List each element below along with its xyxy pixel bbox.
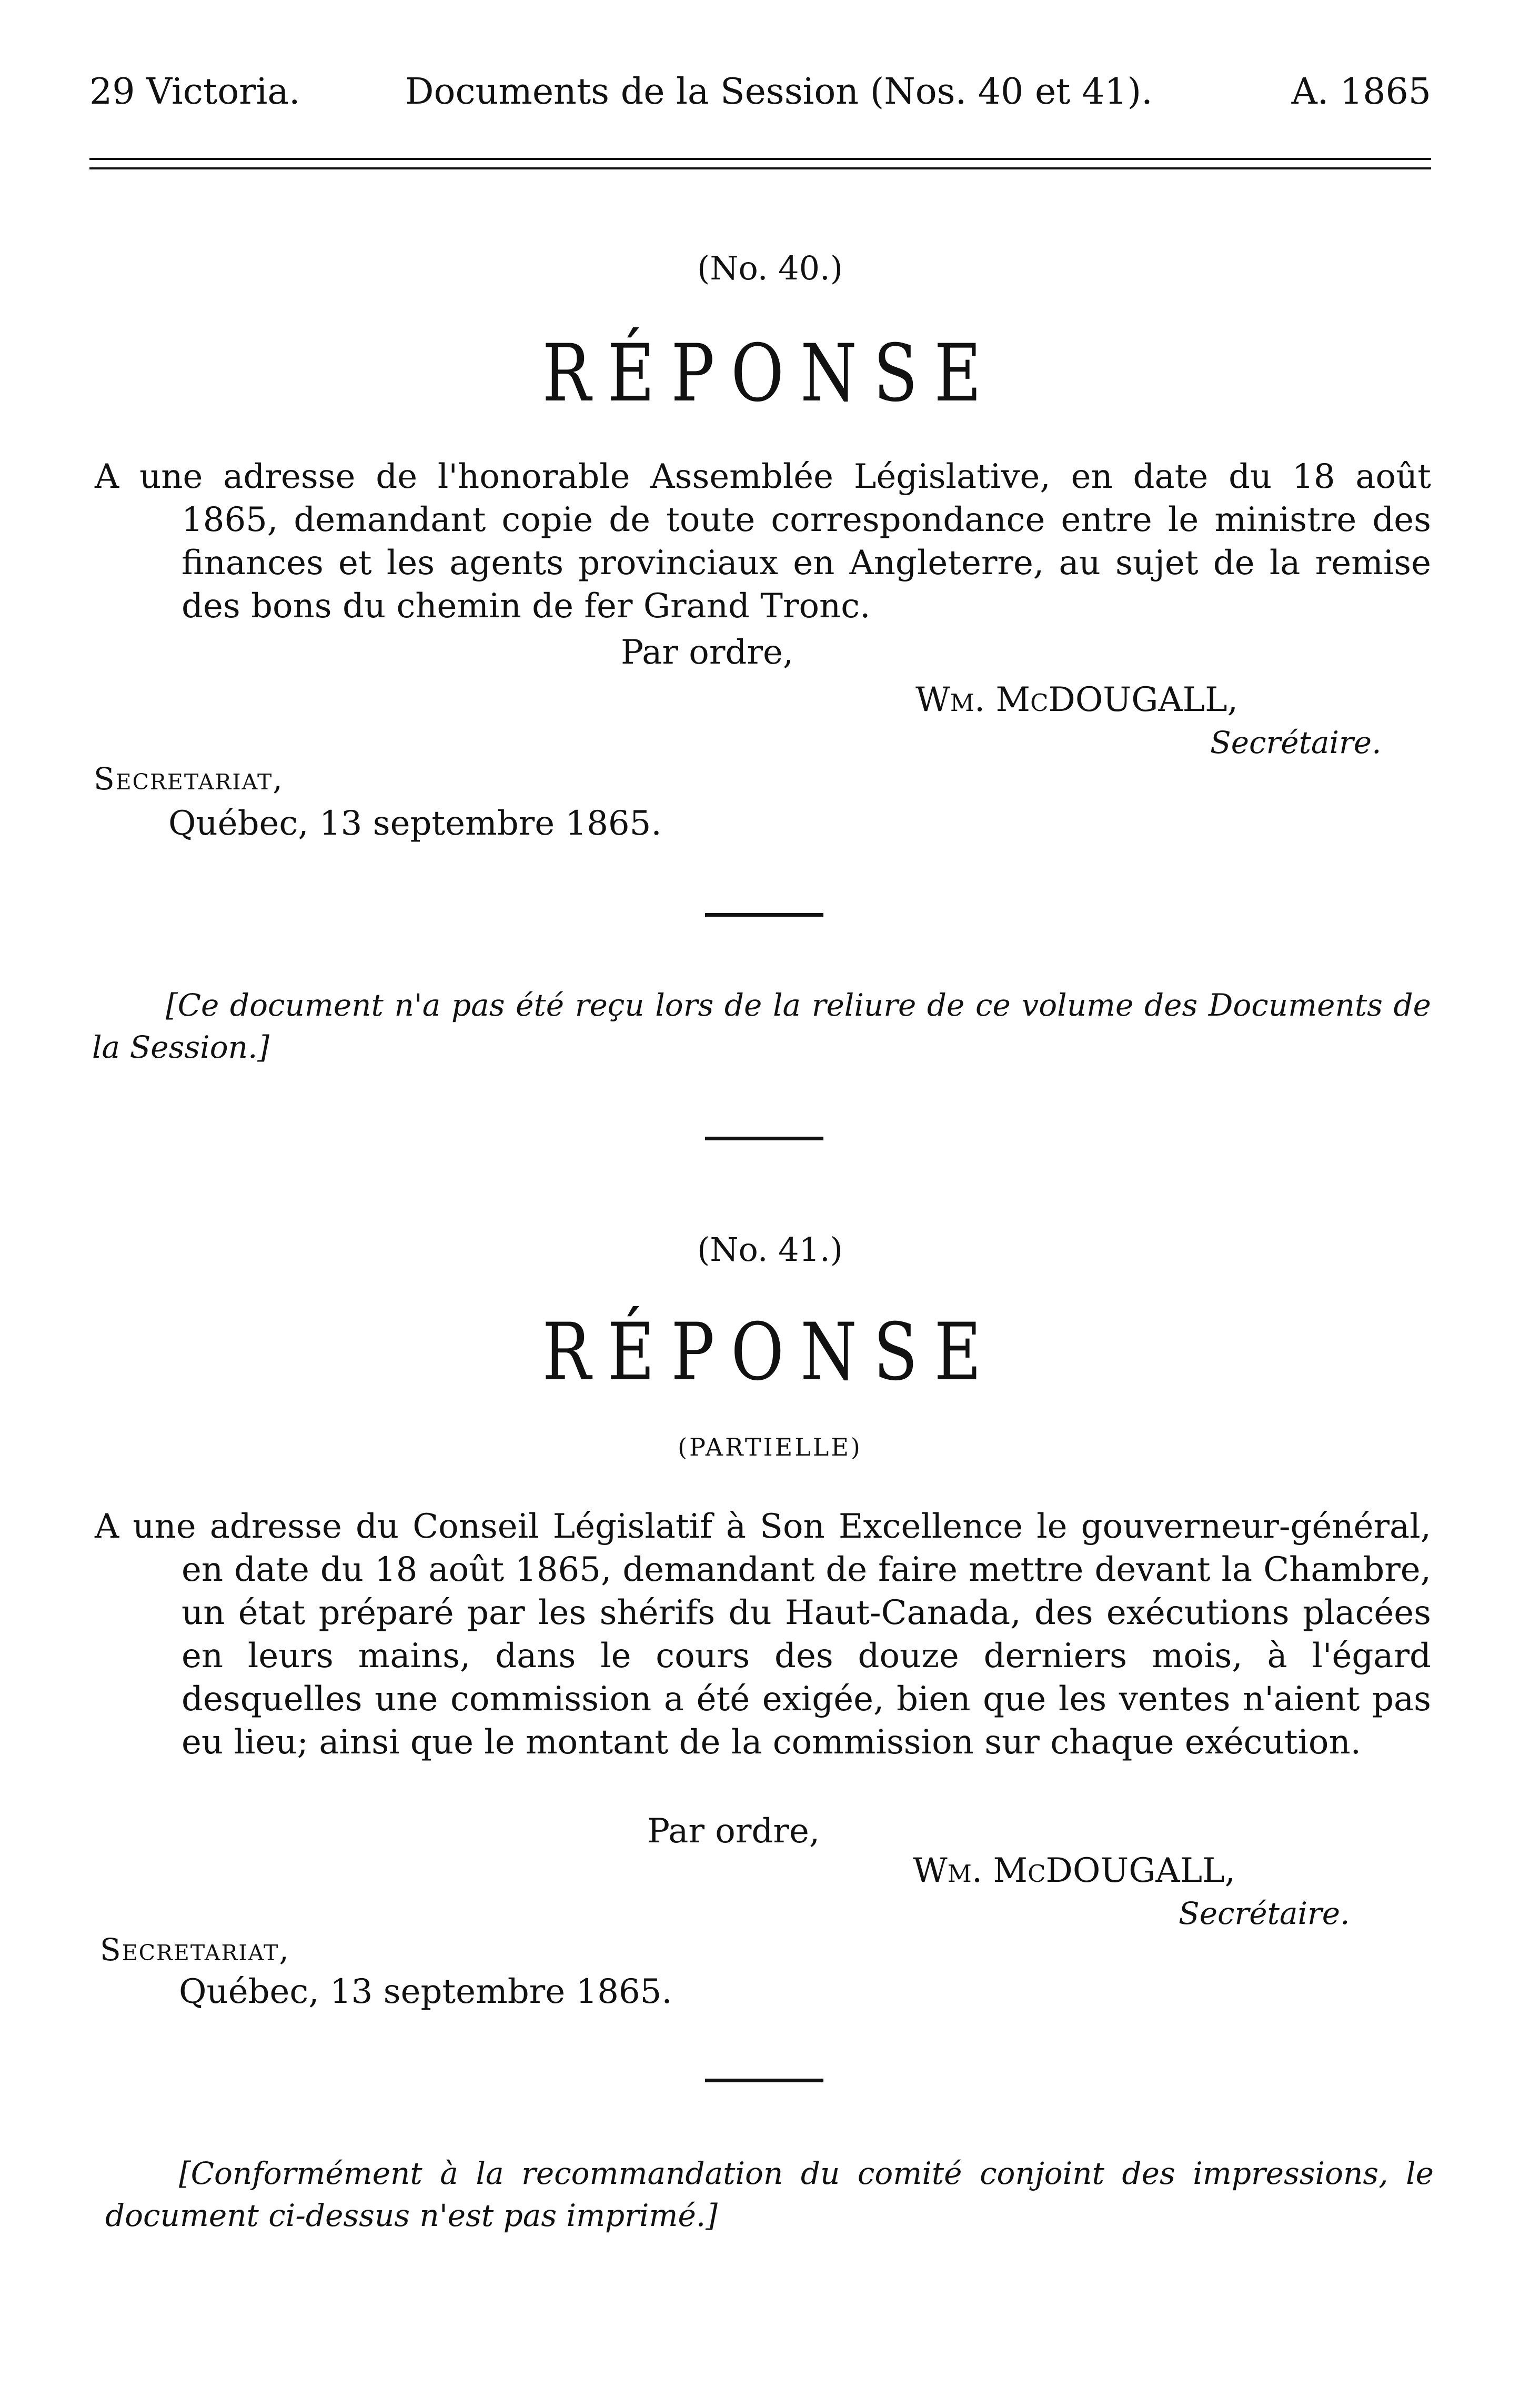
doc41-signatory: Wm. McDOUGALL, [913, 1851, 1235, 1890]
doc40-signatory: Wm. McDOUGALL, [915, 680, 1238, 719]
doc41-note: [Conformément à la recommandation du comité conjoint des impressions, le document ci-dessus n'est pas imprimé.] [105, 2155, 1434, 2233]
doc40-title: RÉPONSE [542, 328, 998, 419]
doc40-place-date: Québec, 13 septembre 1865. [168, 804, 662, 843]
doc40-par-ordre: Par ordre, [621, 633, 794, 672]
doc40-secretariat: Secretariat, [94, 761, 284, 797]
header-rule-top [89, 158, 1431, 160]
doc41-subtitle: (PARTIELLE) [678, 1433, 862, 1461]
doc40-note: [Ce document n'a pas été reçu lors de la reliure de ce volume des Documents de la Session.] [92, 987, 1431, 1065]
doc40-separator [705, 913, 823, 917]
doc40-end-separator [705, 1137, 823, 1140]
doc41-par-ordre: Par ordre, [647, 1812, 820, 1851]
doc41-body: A une adresse du Conseil Législatif à Son Excellence le gouverneur-général, en date du 18 août 1865, demandant de faire mettre devant la Chambre, un état préparé par les shérifs du Haut-Canada, des exécutions placées en leurs mains, dans le cours des douze derniers mois, à l'égard desquelles une commission a été exigée, bien que les ventes n'aient pas eu lieu; ainsi que le montant de la commission sur chaque exécution. [95, 1507, 1431, 1762]
doc41-title: RÉPONSE [542, 1307, 998, 1398]
doc40-number: (No. 40.) [697, 249, 843, 287]
header-session-label: 29 Victoria. [89, 71, 300, 113]
doc41-signatory-title: Secrétaire. [1179, 1895, 1350, 1931]
header-year: A. 1865 [1291, 71, 1431, 113]
doc41-separator [705, 2079, 823, 2082]
doc41-secretariat: Secretariat, [100, 1932, 290, 1968]
doc41-place-date: Québec, 13 septembre 1865. [179, 1972, 672, 2011]
header-document-title: Documents de la Session (Nos. 40 et 41). [405, 71, 1153, 113]
doc40-signatory-title: Secrétaire. [1210, 725, 1382, 760]
header-rule-bottom [89, 167, 1431, 169]
doc40-body: A une adresse de l'honorable Assemblée Législative, en date du 18 août 1865, demandant copie de toute correspondance entre le ministre des finances et les agents provinciaux en Angleterre, au sujet de la remise des bons du chemin de fer Grand Tronc. [95, 457, 1431, 626]
doc41-number: (No. 41.) [697, 1230, 843, 1269]
